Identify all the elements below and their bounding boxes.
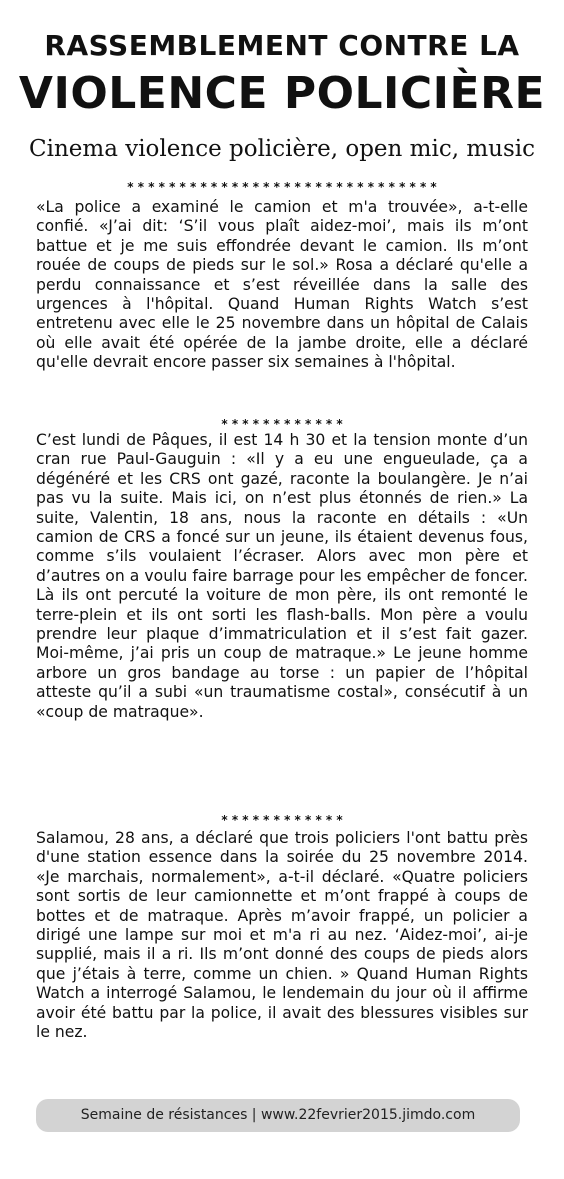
title-line-1: RASSEMBLEMENT CONTRE LA (44, 29, 520, 62)
footer-banner: Semaine de résistances | www.22fevrier2015.jimdo.com (36, 1099, 520, 1132)
paragraph-valentin: C’est lundi de Pâques, il est 14 h 30 et la tension monte d’un cran rue Paul-Gauguin : «Il y a eu une engueulade, ça a dégénéré et les CRS ont gazé, raconte la boulangère. Je n’ai pas vu la suite. Mais ici, on n’est plus étonnés de rien.» La suite, Valentin, 18 ans, nous la raconte en détails : «Un camion de CRS a foncé sur un jeune, ils étaient devenus fous, comme s’ils voulaient l’écraser. Alors avec mon père et d’autres on a voulu faire barrage pour les empêcher de foncer. Là ils ont percuté la voiture de mon père, ils ont remonté le terre-plein et ils ont sorti les flash-balls. Mon père a voulu prendre leur plaque d’immatriculation et il s’est fait gazer. Moi-même, j’ai pris un coup de matraque.» Le jeune homme arbore un gros bandage au torse : un papier de l’hôpital atteste qu’il a subi «un traumatisme costal», consécutif à un «coup de matraque». (36, 431, 528, 721)
paragraph-rosa: «La police a examiné le camion et m'a trouvée», a-t-elle confié. «J’ai dit: ‘S’il vous plaît aidez-moi’, mais ils m’ont battue et je me suis effondrée devant le camion. Ils m’ont rouée de coups de pieds sur le sol.» Rosa a déclaré qu'elle a perdu connaissance et s’est réveillée dans la salle des urgences à l'hôpital. Quand Human Rights Watch s’est entretenu avec elle le 25 novembre dans un hôpital de Calais où elle avait été opérée de la jambe droite, elle a déclaré qu'elle devrait encore passer six semaines à l'hôpital. (36, 198, 528, 372)
separator-1: * * * * * * * * * * * * (221, 417, 343, 431)
separator-2: * * * * * * * * * * * * (221, 813, 343, 827)
separator-top: * * * * * * * * * * * * * * * * * * * * * * * * * * * * * * (127, 180, 437, 194)
title-line-2: VIOLENCE POLICIÈRE (18, 68, 546, 119)
paragraph-salamou: Salamou, 28 ans, a déclaré que trois policiers l'ont battu près d'une station essence dans la soirée du 25 novembre 2014. «Je marchais, normalement», a-t-il déclaré. «Quatre policiers sont sortis de leur camionnette et m’ont frappé à coups de bottes et de matraque. Après m’avoir frappé, un policier a dirigé une lampe sur moi et m'a ri au nez. ‘Aidez-moi’, ai-je supplié, mais il a ri. Ils m’ont donné des coups de pieds alors que j’étais à terre, comme un chien. » Quand Human Rights Watch a interrogé Salamou, le lendemain du jour où il affirme avoir été battu par la police, il avait des blessures visibles sur le nez. (36, 829, 528, 1042)
subtitle: Cinema violence policière, open mic, music (29, 136, 535, 162)
